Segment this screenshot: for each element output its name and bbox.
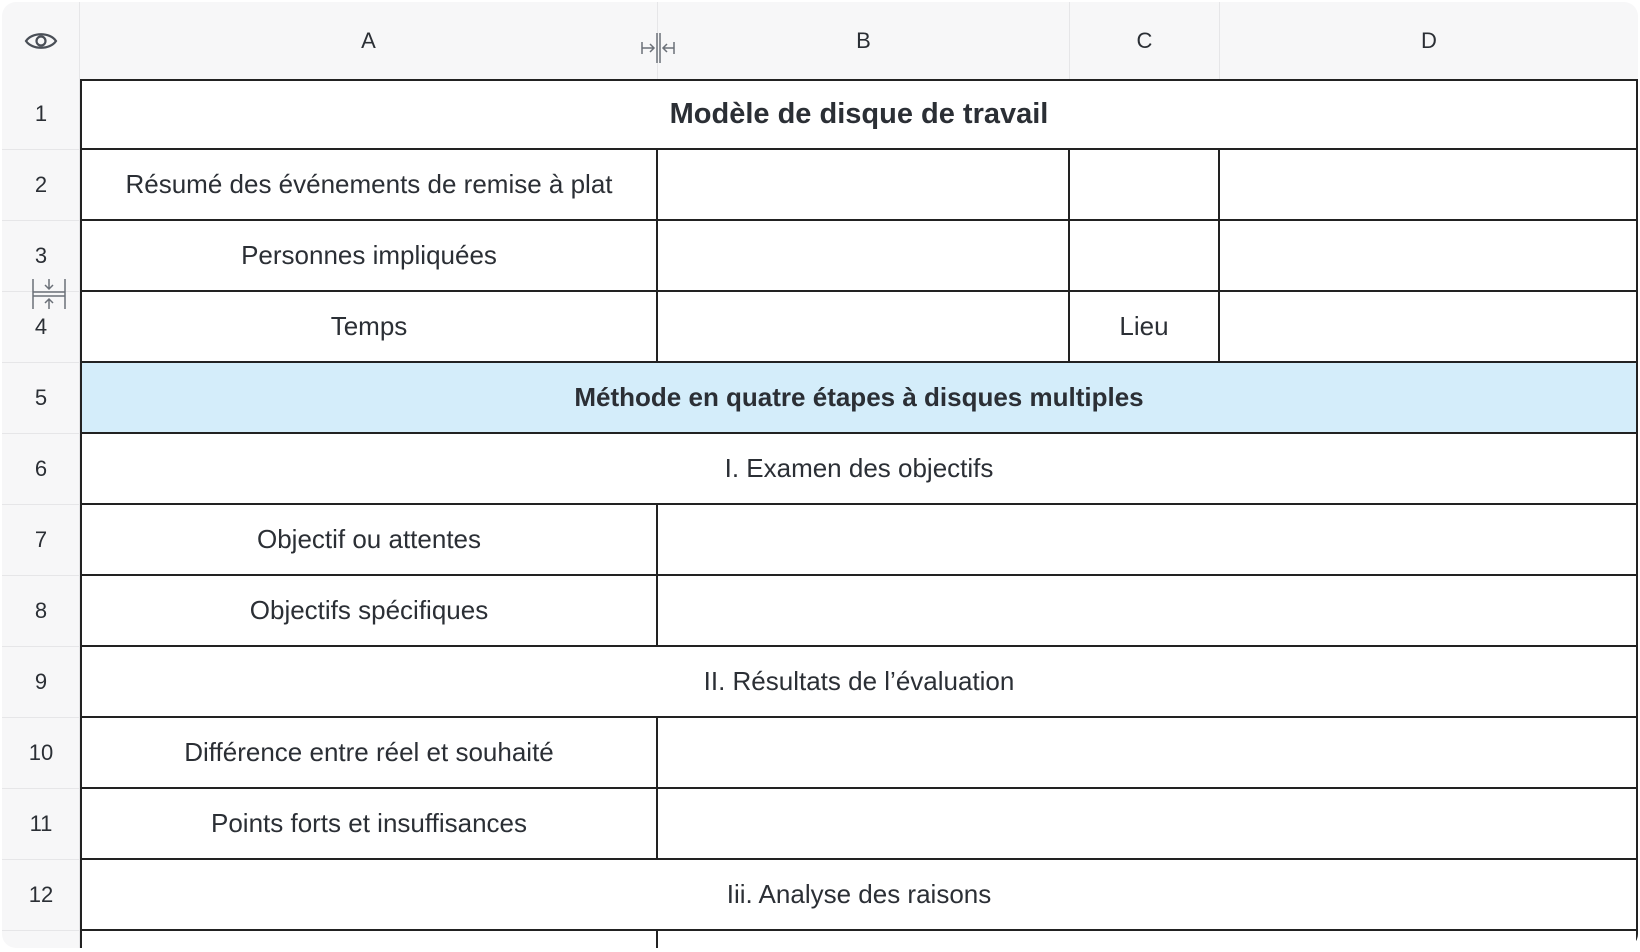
cell-a11[interactable]: Points forts et insuffisances [82,789,658,860]
row-header-9[interactable]: 9 [2,647,80,718]
cell-b4[interactable] [658,292,1070,363]
column-header-d[interactable]: D [1421,27,1437,53]
row-header-10[interactable]: 10 [2,718,80,789]
cell-b7[interactable] [658,505,1638,576]
eye-icon [24,30,58,52]
row-header-5[interactable]: 5 [2,363,80,434]
cell-c4[interactable]: Lieu [1070,292,1220,363]
cell-b3[interactable] [658,221,1070,292]
cell-a3[interactable]: Personnes impliquées [82,221,658,292]
column-header-a[interactable]: A [80,2,658,79]
cell-a4[interactable]: Temps [82,292,658,363]
column-header-row [2,2,1638,80]
row-resize-icon [32,277,66,311]
row-header-8[interactable]: 8 [2,576,80,647]
column-header-b[interactable]: B [658,2,1070,79]
cell-a6-heading[interactable]: I. Examen des objectifs [82,434,1638,505]
row-header-12[interactable]: 12 [2,860,80,931]
cell-a5-section[interactable]: Méthode en quatre étapes à disques multiples [82,363,1638,434]
cell-a2[interactable]: Résumé des événements de remise à plat [82,150,658,221]
row-header-column [2,79,80,948]
row-header-7[interactable]: 7 [2,505,80,576]
cell-b10[interactable] [658,718,1638,789]
spreadsheet [2,2,1638,948]
column-resize-icon [640,32,676,64]
column-header-c[interactable]: C [1070,2,1220,79]
cell-a9-heading[interactable]: II. Résultats de l’évaluation [82,647,1638,718]
cell-a13-partial[interactable] [82,931,658,948]
cell-grid [80,79,1638,948]
cell-c2[interactable] [1070,150,1220,221]
cell-b13-partial[interactable] [658,931,1638,948]
cell-c3[interactable] [1070,221,1220,292]
cell-b8[interactable] [658,576,1638,647]
row-header-4[interactable]: 4 [2,292,80,363]
cell-a1-title[interactable]: Modèle de disque de travail [82,81,1638,150]
visibility-toggle-button[interactable] [2,2,80,79]
cell-b2[interactable] [658,150,1070,221]
cell-d4[interactable] [1220,292,1638,363]
cell-a7[interactable]: Objectif ou attentes [82,505,658,576]
row-header-3[interactable]: 3 [2,221,80,292]
cell-d2[interactable] [1220,150,1638,221]
row-resize-handle[interactable] [32,277,66,311]
cell-a12-heading[interactable]: Iii. Analyse des raisons [82,860,1638,931]
row-header-6[interactable]: 6 [2,434,80,505]
row-header-2[interactable]: 2 [2,150,80,221]
cell-d3[interactable] [1220,221,1638,292]
cell-a8[interactable]: Objectifs spécifiques [82,576,658,647]
column-resize-handle[interactable] [640,32,676,64]
cell-b11[interactable] [658,789,1638,860]
cell-a10[interactable]: Différence entre réel et souhaité [82,718,658,789]
row-header-1[interactable]: 1 [2,79,80,150]
row-header-11[interactable]: 11 [2,789,80,860]
